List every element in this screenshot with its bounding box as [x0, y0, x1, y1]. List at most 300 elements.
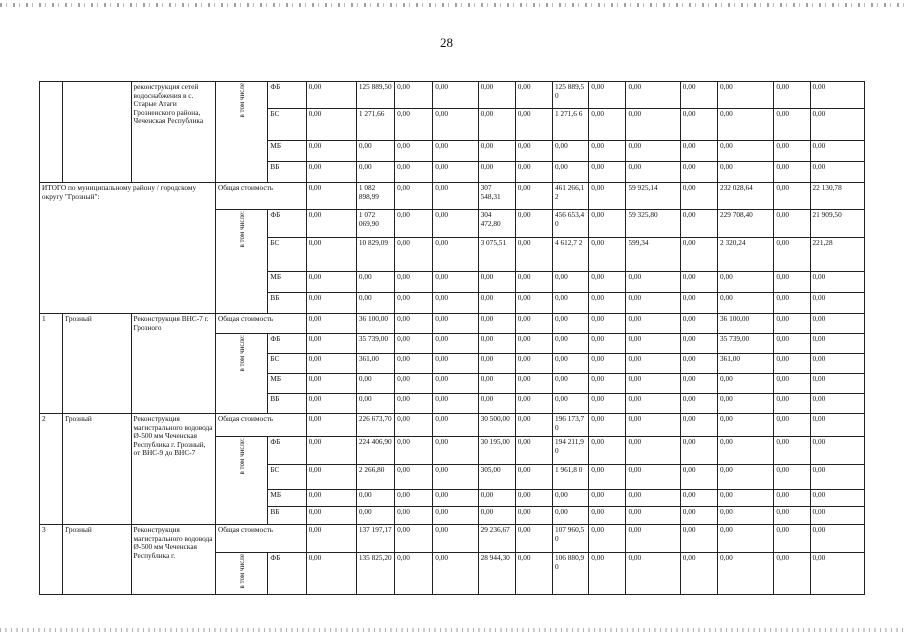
- scan-edge-top: [0, 3, 905, 7]
- value-cell: 0,00: [810, 293, 864, 314]
- value-cell: 0,00: [515, 414, 552, 437]
- row-number: [40, 82, 63, 183]
- value-cell: 0,00: [515, 272, 552, 293]
- total-cost-label: Общая стоимость: [216, 414, 307, 437]
- value-cell: 0,00: [717, 374, 773, 394]
- value-cell: 0,00: [515, 553, 552, 595]
- source-code: БС: [268, 238, 306, 272]
- value-cell: 0,00: [306, 490, 356, 507]
- value-cell: 0,00: [680, 490, 717, 507]
- value-cell: 0,00: [626, 141, 680, 162]
- value-cell: 21 909,50: [810, 210, 864, 238]
- value-cell: 0,00: [395, 293, 433, 314]
- value-cell: 0,00: [810, 141, 864, 162]
- value-cell: 0,00: [433, 141, 478, 162]
- value-cell: 0,00: [626, 334, 680, 354]
- value-cell: 0,00: [478, 334, 515, 354]
- including-text: в том числе:: [237, 211, 246, 248]
- value-cell: 0,00: [395, 162, 433, 183]
- table-row: [40, 183, 865, 210]
- value-cell: 0,00: [680, 272, 717, 293]
- value-cell: 0,00: [306, 293, 356, 314]
- value-cell: 0,00: [515, 109, 552, 141]
- value-cell: 0,00: [553, 374, 589, 394]
- including-text: в том числе:: [237, 335, 246, 372]
- value-cell: 0,00: [433, 183, 478, 210]
- value-cell: 0,00: [626, 272, 680, 293]
- value-cell: 0,00: [515, 210, 552, 238]
- value-cell: 0,00: [515, 374, 552, 394]
- row-name: реконструкция сетей водоснабжения в с. Старые Атаги Грозненского района, Чеченская Республика: [131, 82, 216, 183]
- value-cell: 30 500,00: [478, 414, 515, 437]
- value-cell: 0,00: [395, 238, 433, 272]
- value-cell: 0,00: [589, 293, 626, 314]
- value-cell: 0,00: [589, 162, 626, 183]
- value-cell: 0,00: [626, 553, 680, 595]
- value-cell: 0,00: [774, 525, 810, 553]
- value-cell: 0,00: [306, 354, 356, 374]
- value-cell: 0,00: [356, 272, 394, 293]
- value-cell: 0,00: [810, 490, 864, 507]
- value-cell: 0,00: [717, 394, 773, 414]
- value-cell: 0,00: [395, 314, 433, 334]
- value-cell: 0,00: [774, 162, 810, 183]
- value-cell: 0,00: [626, 109, 680, 141]
- value-cell: 0,00: [515, 354, 552, 374]
- value-cell: 0,00: [680, 553, 717, 595]
- value-cell: 0,00: [515, 314, 552, 334]
- value-cell: 0,00: [356, 293, 394, 314]
- value-cell: 0,00: [717, 465, 773, 490]
- value-cell: 0,00: [306, 465, 356, 490]
- value-cell: 0,00: [774, 82, 810, 109]
- value-cell: 0,00: [774, 238, 810, 272]
- value-cell: 30 195,00: [478, 437, 515, 465]
- value-cell: 0,00: [717, 490, 773, 507]
- value-cell: 35 739,00: [717, 334, 773, 354]
- value-cell: 0,00: [626, 507, 680, 525]
- value-cell: 224 406,90: [356, 437, 394, 465]
- value-cell: 0,00: [774, 437, 810, 465]
- value-cell: 0,00: [433, 354, 478, 374]
- value-cell: 36 100,00: [717, 314, 773, 334]
- value-cell: 0,00: [589, 525, 626, 553]
- value-cell: 10 829,09: [356, 238, 394, 272]
- value-cell: 0,00: [395, 141, 433, 162]
- value-cell: 0,00: [680, 210, 717, 238]
- value-cell: 0,00: [589, 314, 626, 334]
- value-cell: 0,00: [433, 437, 478, 465]
- value-cell: 0,00: [356, 394, 394, 414]
- value-cell: 0,00: [626, 465, 680, 490]
- value-cell: 0,00: [589, 238, 626, 272]
- source-code: БС: [268, 465, 306, 490]
- value-cell: 0,00: [478, 314, 515, 334]
- value-cell: 0,00: [774, 293, 810, 314]
- value-cell: 1 271,6 6: [553, 109, 589, 141]
- value-cell: 0,00: [774, 414, 810, 437]
- value-cell: 0,00: [680, 465, 717, 490]
- value-cell: 0,00: [626, 414, 680, 437]
- value-cell: 0,00: [515, 507, 552, 525]
- value-cell: 1 271,66: [356, 109, 394, 141]
- value-cell: 0,00: [589, 465, 626, 490]
- value-cell: 0,00: [553, 141, 589, 162]
- value-cell: 0,00: [810, 465, 864, 490]
- table-row: [40, 82, 865, 109]
- table-row: [40, 314, 865, 334]
- value-cell: 0,00: [395, 109, 433, 141]
- value-cell: 0,00: [589, 490, 626, 507]
- value-cell: 0,00: [774, 374, 810, 394]
- including-label: [216, 82, 268, 183]
- value-cell: 0,00: [433, 162, 478, 183]
- value-cell: 125 889,5 0: [553, 82, 589, 109]
- including-text: в том числе: [237, 83, 246, 118]
- value-cell: 0,00: [306, 238, 356, 272]
- value-cell: 0,00: [717, 109, 773, 141]
- value-cell: 0,00: [553, 507, 589, 525]
- value-cell: 0,00: [395, 414, 433, 437]
- value-cell: 0,00: [515, 162, 552, 183]
- value-cell: 0,00: [626, 437, 680, 465]
- value-cell: 0,00: [717, 162, 773, 183]
- value-cell: 0,00: [774, 314, 810, 334]
- value-cell: 0,00: [515, 525, 552, 553]
- source-code: ВБ: [268, 507, 306, 525]
- value-cell: 0,00: [515, 465, 552, 490]
- value-cell: 0,00: [478, 141, 515, 162]
- table-row: [40, 525, 865, 553]
- value-cell: 0,00: [717, 507, 773, 525]
- value-cell: 0,00: [395, 465, 433, 490]
- value-cell: 0,00: [810, 394, 864, 414]
- value-cell: 0,00: [515, 82, 552, 109]
- value-cell: 0,00: [478, 293, 515, 314]
- value-cell: 0,00: [553, 272, 589, 293]
- scan-edge-bottom: [0, 628, 905, 632]
- value-cell: 0,00: [774, 109, 810, 141]
- value-cell: 0,00: [306, 162, 356, 183]
- value-cell: 0,00: [810, 354, 864, 374]
- value-cell: 0,00: [356, 490, 394, 507]
- value-cell: 0,00: [433, 272, 478, 293]
- value-cell: 1 961,8 0: [553, 465, 589, 490]
- value-cell: 0,00: [433, 314, 478, 334]
- value-cell: 0,00: [810, 414, 864, 437]
- value-cell: 0,00: [306, 553, 356, 595]
- value-cell: 0,00: [395, 210, 433, 238]
- value-cell: 232 028,64: [717, 183, 773, 210]
- value-cell: 0,00: [306, 414, 356, 437]
- value-cell: 0,00: [433, 210, 478, 238]
- source-code: ВБ: [268, 394, 306, 414]
- value-cell: 0,00: [626, 293, 680, 314]
- row-city: Грозный: [63, 414, 131, 525]
- including-text: в том числе:: [237, 438, 246, 475]
- value-cell: 0,00: [774, 553, 810, 595]
- value-cell: 1 082 898,99: [356, 183, 394, 210]
- value-cell: 2 266,80: [356, 465, 394, 490]
- including-label: [216, 437, 268, 525]
- value-cell: 0,00: [553, 334, 589, 354]
- row-name: Реконструкция магистрального водовода Ø-500 мм Чеченская Республика г.: [131, 525, 216, 595]
- source-code: БС: [268, 354, 306, 374]
- source-code: МБ: [268, 272, 306, 293]
- value-cell: 0,00: [478, 109, 515, 141]
- value-cell: 2 320,24: [717, 238, 773, 272]
- value-cell: 0,00: [433, 394, 478, 414]
- value-cell: 0,00: [395, 437, 433, 465]
- value-cell: 0,00: [433, 293, 478, 314]
- value-cell: 0,00: [589, 437, 626, 465]
- value-cell: 0,00: [589, 414, 626, 437]
- value-cell: 0,00: [626, 162, 680, 183]
- value-cell: 0,00: [774, 465, 810, 490]
- value-cell: 0,00: [433, 525, 478, 553]
- value-cell: 0,00: [515, 183, 552, 210]
- value-cell: 0,00: [680, 183, 717, 210]
- value-cell: 0,00: [395, 374, 433, 394]
- value-cell: 0,00: [810, 525, 864, 553]
- value-cell: 0,00: [626, 394, 680, 414]
- page-number: 28: [440, 35, 453, 50]
- value-cell: 0,00: [395, 272, 433, 293]
- value-cell: 0,00: [306, 109, 356, 141]
- value-cell: 0,00: [589, 82, 626, 109]
- value-cell: 0,00: [395, 553, 433, 595]
- value-cell: 0,00: [626, 374, 680, 394]
- value-cell: 0,00: [810, 553, 864, 595]
- value-cell: 0,00: [717, 141, 773, 162]
- source-code: БС: [268, 109, 306, 141]
- row-name: Реконструкция ВНС-7 г. Грозного: [131, 314, 216, 414]
- value-cell: 0,00: [717, 414, 773, 437]
- value-cell: 0,00: [680, 525, 717, 553]
- value-cell: 0,00: [306, 507, 356, 525]
- value-cell: 0,00: [306, 183, 356, 210]
- total-cost-label: Общая стоимость: [216, 525, 307, 553]
- value-cell: 0,00: [478, 394, 515, 414]
- value-cell: 0,00: [395, 525, 433, 553]
- value-cell: 0,00: [433, 334, 478, 354]
- value-cell: 0,00: [810, 374, 864, 394]
- value-cell: 0,00: [810, 437, 864, 465]
- total-cost-label: Общая стоимость: [216, 183, 307, 210]
- value-cell: 0,00: [680, 109, 717, 141]
- value-cell: 0,00: [515, 293, 552, 314]
- value-cell: 0,00: [810, 334, 864, 354]
- value-cell: 0,00: [774, 210, 810, 238]
- value-cell: 0,00: [306, 210, 356, 238]
- value-cell: 0,00: [680, 238, 717, 272]
- value-cell: 0,00: [395, 183, 433, 210]
- source-code: МБ: [268, 374, 306, 394]
- value-cell: 0,00: [306, 334, 356, 354]
- value-cell: 107 960,5 0: [553, 525, 589, 553]
- value-cell: 0,00: [717, 553, 773, 595]
- value-cell: 0,00: [306, 314, 356, 334]
- value-cell: 28 944,30: [478, 553, 515, 595]
- value-cell: 36 100,00: [356, 314, 394, 334]
- value-cell: 137 197,17: [356, 525, 394, 553]
- value-cell: 0,00: [589, 394, 626, 414]
- value-cell: 0,00: [433, 238, 478, 272]
- row-city: Грозный: [63, 525, 131, 595]
- value-cell: 0,00: [306, 525, 356, 553]
- value-cell: 59 925,14: [626, 183, 680, 210]
- value-cell: 305,00: [478, 465, 515, 490]
- row-name: Реконструкция магистрального водовода Ø-500 мм Чеченская Республика г. Грозный, от ВНС-9 до ВНС-7: [131, 414, 216, 525]
- value-cell: 456 653,4 0: [553, 210, 589, 238]
- value-cell: 22 130,78: [810, 183, 864, 210]
- value-cell: 221,28: [810, 238, 864, 272]
- value-cell: 0,00: [680, 162, 717, 183]
- value-cell: 0,00: [433, 109, 478, 141]
- value-cell: 0,00: [478, 82, 515, 109]
- value-cell: 0,00: [553, 162, 589, 183]
- value-cell: 29 236,67: [478, 525, 515, 553]
- including-text: в том числе: [237, 554, 246, 589]
- value-cell: 0,00: [478, 272, 515, 293]
- value-cell: 0,00: [680, 374, 717, 394]
- value-cell: 0,00: [356, 374, 394, 394]
- value-cell: 0,00: [395, 490, 433, 507]
- source-code: МБ: [268, 141, 306, 162]
- value-cell: 0,00: [515, 334, 552, 354]
- value-cell: 461 266,1 2: [553, 183, 589, 210]
- value-cell: 0,00: [478, 507, 515, 525]
- value-cell: 0,00: [515, 238, 552, 272]
- value-cell: 0,00: [515, 437, 552, 465]
- value-cell: 0,00: [810, 272, 864, 293]
- value-cell: 0,00: [306, 82, 356, 109]
- value-cell: 0,00: [306, 272, 356, 293]
- value-cell: 125 889,50: [356, 82, 394, 109]
- value-cell: 0,00: [589, 272, 626, 293]
- value-cell: 0,00: [774, 490, 810, 507]
- value-cell: 0,00: [515, 394, 552, 414]
- value-cell: 0,00: [589, 374, 626, 394]
- value-cell: 0,00: [717, 525, 773, 553]
- value-cell: 0,00: [433, 507, 478, 525]
- value-cell: 0,00: [589, 553, 626, 595]
- source-code: МБ: [268, 490, 306, 507]
- value-cell: 0,00: [680, 334, 717, 354]
- value-cell: 361,00: [356, 354, 394, 374]
- value-cell: 0,00: [395, 507, 433, 525]
- value-cell: 0,00: [774, 394, 810, 414]
- value-cell: 0,00: [356, 507, 394, 525]
- value-cell: 135 825,20: [356, 553, 394, 595]
- value-cell: 226 673,70: [356, 414, 394, 437]
- value-cell: 0,00: [717, 437, 773, 465]
- row-name: ИТОГО по муниципальному району / городскому округу "Грозный":: [40, 183, 216, 314]
- value-cell: 0,00: [433, 82, 478, 109]
- source-code: ФБ: [268, 210, 306, 238]
- value-cell: 0,00: [717, 272, 773, 293]
- value-cell: 194 211,9 0: [553, 437, 589, 465]
- value-cell: 0,00: [774, 507, 810, 525]
- value-cell: 0,00: [306, 141, 356, 162]
- value-cell: 0,00: [306, 394, 356, 414]
- value-cell: 0,00: [478, 354, 515, 374]
- value-cell: 0,00: [356, 162, 394, 183]
- source-code: ФБ: [268, 553, 306, 595]
- including-label: [216, 553, 268, 595]
- value-cell: 0,00: [774, 354, 810, 374]
- value-cell: 0,00: [433, 465, 478, 490]
- total-cost-label: Общая стоимость: [216, 314, 307, 334]
- value-cell: 0,00: [680, 314, 717, 334]
- value-cell: 0,00: [553, 490, 589, 507]
- value-cell: 0,00: [717, 293, 773, 314]
- source-code: ФБ: [268, 437, 306, 465]
- financing-table: [39, 81, 865, 595]
- value-cell: 0,00: [810, 314, 864, 334]
- value-cell: 0,00: [553, 354, 589, 374]
- table-row: [40, 414, 865, 437]
- value-cell: 0,00: [774, 183, 810, 210]
- value-cell: 0,00: [680, 293, 717, 314]
- value-cell: 0,00: [515, 141, 552, 162]
- value-cell: 0,00: [589, 354, 626, 374]
- value-cell: 0,00: [810, 82, 864, 109]
- value-cell: 0,00: [810, 162, 864, 183]
- value-cell: 0,00: [589, 334, 626, 354]
- value-cell: 0,00: [395, 82, 433, 109]
- value-cell: 0,00: [680, 507, 717, 525]
- value-cell: 0,00: [589, 210, 626, 238]
- value-cell: 0,00: [680, 141, 717, 162]
- value-cell: 0,00: [589, 183, 626, 210]
- value-cell: 3 075,51: [478, 238, 515, 272]
- value-cell: 0,00: [680, 414, 717, 437]
- value-cell: 0,00: [680, 354, 717, 374]
- value-cell: 0,00: [553, 314, 589, 334]
- value-cell: 0,00: [680, 82, 717, 109]
- row-number: 2: [40, 414, 63, 525]
- value-cell: 0,00: [356, 141, 394, 162]
- including-label: [216, 334, 268, 414]
- row-city: Грозный: [63, 314, 131, 414]
- value-cell: 0,00: [774, 141, 810, 162]
- value-cell: 0,00: [680, 394, 717, 414]
- value-cell: 0,00: [774, 334, 810, 354]
- value-cell: 0,00: [626, 525, 680, 553]
- value-cell: 0,00: [433, 414, 478, 437]
- including-label: [216, 210, 268, 314]
- value-cell: 59 325,80: [626, 210, 680, 238]
- value-cell: 0,00: [306, 374, 356, 394]
- value-cell: 0,00: [478, 374, 515, 394]
- source-code: ФБ: [268, 334, 306, 354]
- value-cell: 304 472,80: [478, 210, 515, 238]
- value-cell: 1 072 069,90: [356, 210, 394, 238]
- value-cell: 0,00: [626, 490, 680, 507]
- value-cell: 0,00: [478, 162, 515, 183]
- value-cell: 0,00: [626, 82, 680, 109]
- source-code: ВБ: [268, 293, 306, 314]
- value-cell: 0,00: [589, 109, 626, 141]
- value-cell: 361,00: [717, 354, 773, 374]
- value-cell: 0,00: [478, 490, 515, 507]
- row-number: 3: [40, 525, 63, 595]
- value-cell: 0,00: [810, 109, 864, 141]
- value-cell: 0,00: [553, 293, 589, 314]
- value-cell: 0,00: [433, 374, 478, 394]
- value-cell: 599,34: [626, 238, 680, 272]
